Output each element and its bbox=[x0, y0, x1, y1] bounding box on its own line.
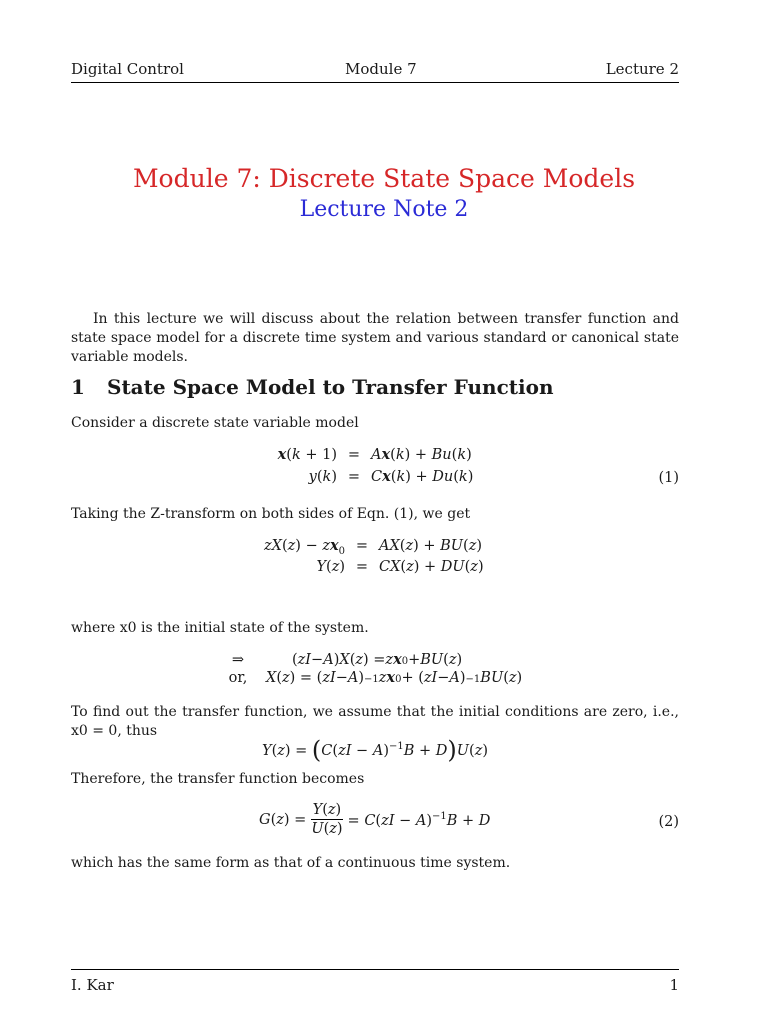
paragraph-zero-initial: To find out the transfer function, we assume that the initial conditions are zero, i.e., x0 = 0, thus bbox=[71, 704, 679, 739]
paragraph-consider: Consider a discrete state variable model bbox=[71, 415, 359, 431]
header-lecture: Lecture 2 bbox=[605, 60, 679, 78]
equation-transfer-function: G(z) = $\frac{Y(z)}{U(z)}$ = C(zI − A)$^{-1}$B + D bbox=[259, 802, 491, 837]
equation-state-model: x(k + 1) = Ax(k) + Bu(k) y(k) = Cx(k) + Du(k) bbox=[277, 446, 474, 485]
equation-state-solution: ⇒ ( zI − A ) X ( z ) = z x 0 + BU ( z ) or, X ( z ) = ( zI − A ) −1 z x 0 + ( zI − A ) −1 BU ( z ) bbox=[228, 651, 523, 686]
section-number: 1 bbox=[71, 375, 85, 399]
header-course: Digital Control bbox=[71, 60, 184, 78]
paragraph-initial-state: where x0 is the initial state of the system. bbox=[71, 620, 369, 636]
paragraph-z-transform: Taking the Z-transform on both sides of Eqn. (1), we get bbox=[71, 506, 471, 522]
equation-number-1: (1) bbox=[658, 470, 679, 486]
paragraph-therefore: Therefore, the transfer function becomes bbox=[71, 771, 365, 787]
section-heading bbox=[71, 375, 553, 399]
equation-output: Y(z) = (C(zI − A)$^{-1}$B + D)U(z) bbox=[262, 736, 488, 764]
paragraph-continuous: which has the same form as that of a continuous time system. bbox=[71, 855, 511, 871]
intro-paragraph: In this lecture we will discuss about the relation between transfer function and state space model for a discrete time system and various standard or canonical state variable models. bbox=[71, 311, 679, 365]
page-title: Module 7: Discrete State Space Models bbox=[132, 164, 636, 193]
header-rule bbox=[71, 82, 679, 83]
section-title: State Space Model to Transfer Function bbox=[107, 375, 554, 399]
equation-number-2: (2) bbox=[658, 814, 679, 830]
equation-z-transform: $zX(z) - zx_0$ = AX(z) + BU(z) Y(z) = CX(z) + DU(z) bbox=[264, 537, 484, 575]
page-subtitle: Lecture Note 2 bbox=[299, 197, 469, 222]
footer-author: I. Kar bbox=[71, 976, 114, 994]
page-number: 1 bbox=[669, 976, 679, 994]
footer-rule bbox=[71, 969, 679, 970]
header-module: Module 7 bbox=[345, 60, 417, 78]
